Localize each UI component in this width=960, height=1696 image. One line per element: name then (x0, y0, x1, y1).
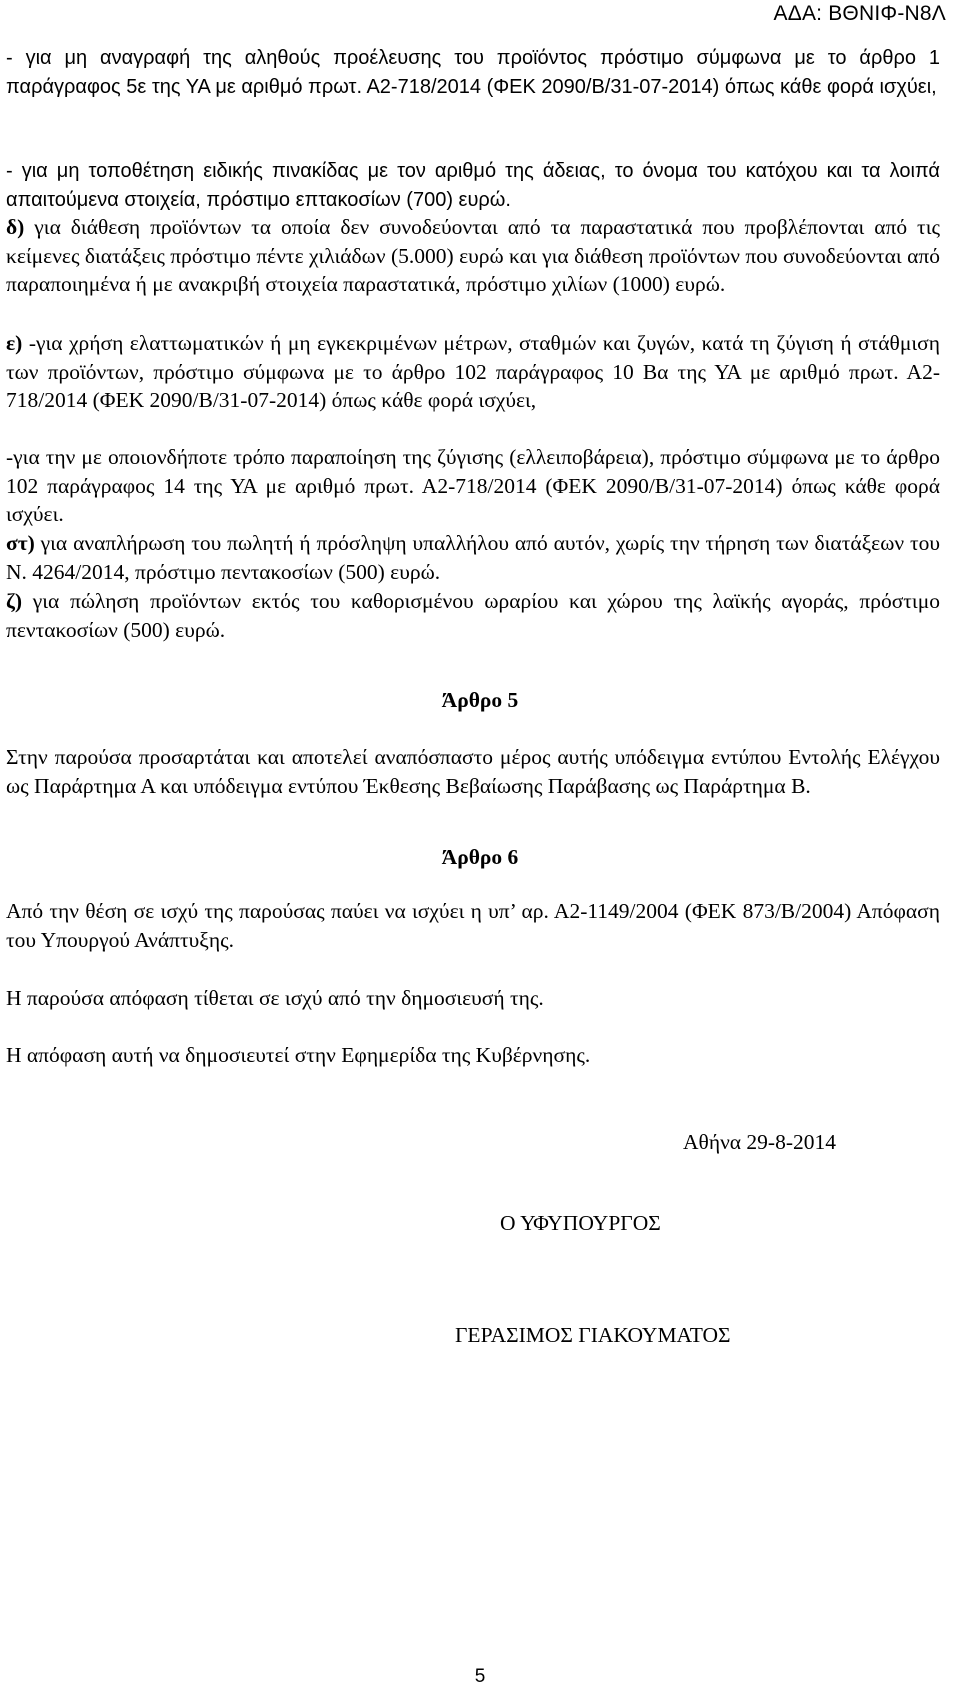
publication-paragraph: Η απόφαση αυτή να δημοσιευτεί στην Εφημερίδα της Κυβέρνησης. (6, 1043, 591, 1067)
article-5-title: Άρθρο 5 (441, 688, 519, 712)
paragraph-e (6, 329, 940, 415)
page-number: 5 (474, 1666, 486, 1687)
paragraph-st (6, 529, 940, 586)
effect-paragraph: Η παρούσα απόφαση τίθεται σε ισχύ από την δημοσιευσή της. (6, 986, 544, 1010)
paragraph-sign-fine: - για μη τοποθέτηση ειδικής πινακίδας με τον αριθμό της άδειας, το όνομα του κατόχου και τα λοιπά απαιτούμενα στοιχεία, πρόστιμο επτακοσίων (700) ευρώ. (6, 160, 940, 211)
article-5-text: Στην παρούσα προσαρτάται και αποτελεί αναπόσπαστο μέρος αυτής υπόδειγμα εντύπου Εντολής Ελέγχου ως Παράρτημα Α και υπόδειγμα εντύπου Έκθεσης Βεβαίωσης Παράβασης ως Παράρτημα Β. (6, 745, 940, 798)
paragraph-z (6, 587, 940, 644)
signatory-name: ΓΕΡΑΣΙΜΟΣ ΓΙΑΚΟΥΜΑΤΟΣ (455, 1323, 731, 1347)
item-label-z: ζ) (6, 589, 23, 613)
article-6-title: Άρθρο 6 (441, 845, 519, 869)
item-label-d: δ) (6, 215, 25, 239)
paragraph-origin-fine: - για μη αναγραφή της αληθούς προέλευσης του προϊόντος πρόστιμο σύμφωνα με το άρθρο 1 παράγραφος 5ε της ΥΑ με αριθμό πρωτ. Α2-718/2014 (ΦΕΚ 2090/Β/31-07-2014) όπως κάθε φορά ισχύει, (6, 47, 940, 98)
signatory-role: Ο ΥΦΥΠΟΥΡΓΟΣ (500, 1211, 661, 1235)
item-label-st: στ) (6, 531, 35, 555)
paragraph-e2: -για την με οποιονδήποτε τρόπο παραποίηση της ζύγισης (ελλειποβάρεια), πρόστιμο σύμφωνα με το άρθρο 102 παράγραφος 14 της ΥΑ με αριθμό πρωτ. Α2-718/2014 (ΦΕΚ 2090/Β/31-07-2014) όπως κάθε φορά ισχύει. (6, 445, 940, 526)
ada-code: ΑΔΑ: ΒΘΝΙΦ-Ν8Λ (773, 2, 946, 25)
article-6-text: Από την θέση σε ισχύ της παρούσας παύει να ισχύει η υπ’ αρ. Α2-1149/2004 (ΦΕΚ 873/Β/2004) Απόφαση του Υπουργού Ανάπτυξης. (6, 899, 940, 952)
paragraph-st-text: για αναπλήρωση του πωλητή ή πρόσληψη υπαλλήλου από αυτόν, χωρίς την τήρηση των διατάξεων του Ν. 4264/2014, πρόστιμο πεντακοσίων (500) ευρώ. (6, 531, 940, 584)
paragraph-d (6, 213, 940, 299)
place-date: Αθήνα 29-8-2014 (683, 1130, 836, 1154)
item-label-e: ε) (6, 331, 23, 355)
paragraph-d-text: για διάθεση προϊόντων τα οποία δεν συνοδεύονται από τα παραστατικά που προβλέπονται από τις κείμενες διατάξεις πρόστιμο πέντε χιλιάδων (5.000) ευρώ και για διάθεση προϊόντων που συνοδεύονται από παραποιημένα ή με ανακριβή στοιχεία παραστατικά, πρόστιμο χιλίων (1000) ευρώ. (6, 215, 940, 296)
paragraph-z-text: για πώληση προϊόντων εκτός του καθορισμένου ωραρίου και χώρου της λαϊκής αγοράς, πρόστιμο πεντακοσίων (500) ευρώ. (6, 589, 940, 642)
paragraph-e-text: -για χρήση ελαττωματικών ή μη εγκεκριμένων μέτρων, σταθμών και ζυγών, κατά τη ζύγιση ή στάθμιση των προϊόντων, πρόστιμο σύμφωνα με το άρθρο 102 παράγραφος 10 Βα της ΥΑ με αριθμό πρωτ. Α2-718/2014 (ΦΕΚ 2090/Β/31-07-2014) όπως κάθε φορά ισχύει, (6, 331, 940, 412)
